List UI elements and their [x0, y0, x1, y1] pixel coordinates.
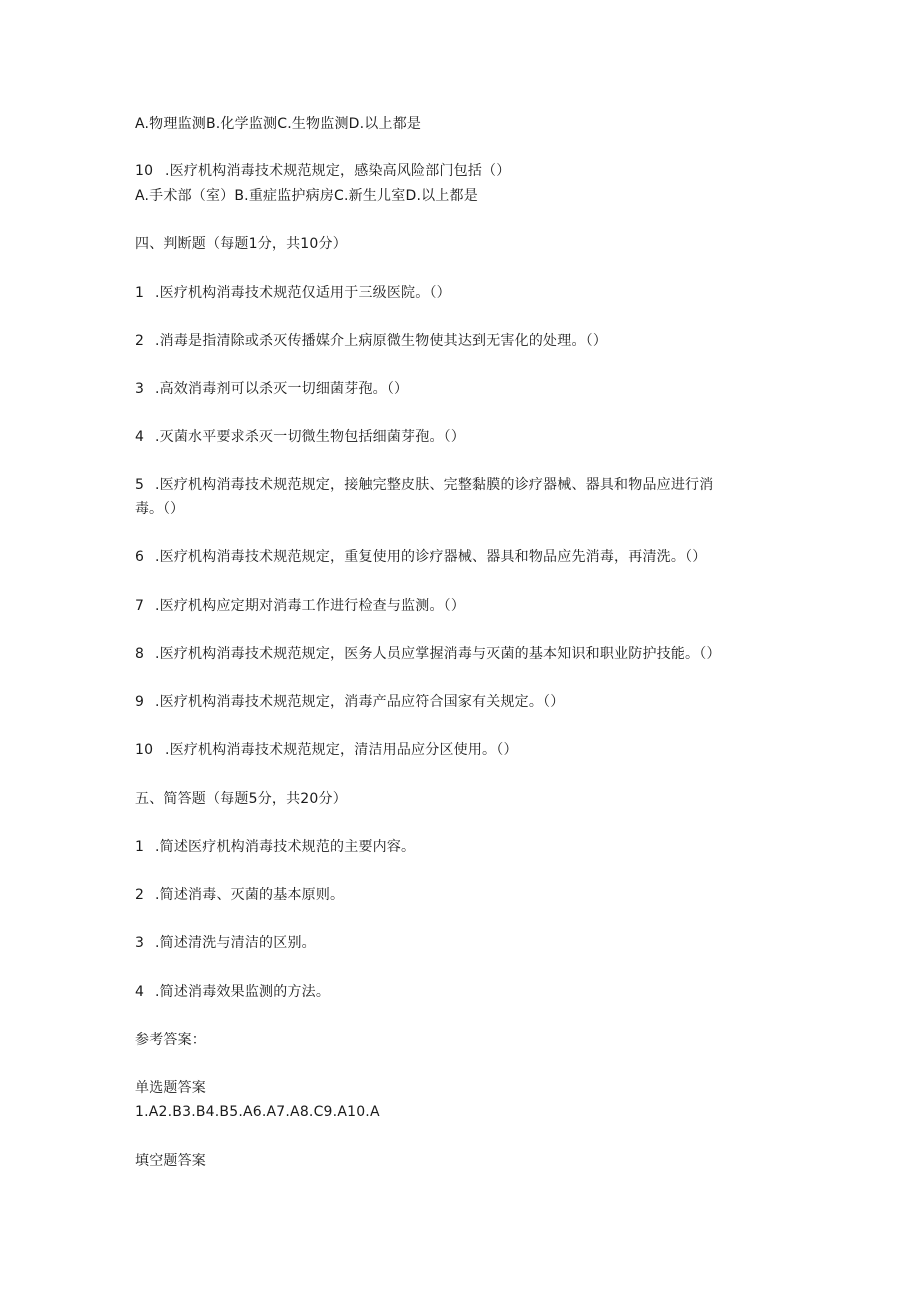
sa-item-number: 3	[135, 935, 145, 951]
tf-item-6	[135, 547, 706, 567]
single-choice-answers-heading: 单选题答案	[135, 1080, 206, 1096]
tf-item-text: .医疗机构消毒技术规范规定，重复使用的诊疗器械、器具和物品应先消毒，再清洗。（）	[155, 549, 707, 565]
tf-item-1	[135, 283, 451, 303]
tf-item-10	[135, 740, 518, 760]
section4-heading: 四、判断题（每题1分，共10分）	[135, 236, 347, 252]
tf-item-number: 8	[135, 646, 145, 662]
sa-item-3	[135, 933, 316, 953]
sa-item-text: .简述消毒效果监测的方法。	[155, 984, 331, 1000]
sa-item-text: .简述消毒、灭菌的基本原则。	[155, 887, 345, 903]
q9-options: A.物理监测B.化学监测C.生物监测D.以上都是	[135, 116, 422, 132]
q10-options: A.手术部（室）B.重症监护病房C.新生儿室D.以上都是	[135, 188, 478, 204]
tf-item-number: 2	[135, 333, 145, 349]
tf-item-number: 6	[135, 549, 145, 565]
tf-item-9	[135, 692, 564, 712]
tf-item-3	[135, 379, 408, 399]
sa-item-text: .简述清洗与清洁的区别。	[155, 935, 316, 951]
q10-number: 10	[135, 163, 154, 179]
tf-item-text: .医疗机构消毒技术规范规定，医务人员应掌握消毒与灭菌的基本知识和职业防护技能。（）	[155, 646, 721, 662]
tf-item-text: .医疗机构应定期对消毒工作进行检查与监测。（）	[155, 598, 466, 614]
single-choice-answers: 1.A2.B3.B4.B5.A6.A7.A8.C9.A10.A	[135, 1104, 380, 1120]
tf-item-5-continuation: 毒。（）	[135, 501, 184, 517]
sa-item-number: 4	[135, 984, 145, 1000]
q10-text: .医疗机构消毒技术规范规定，感染高风险部门包括（）	[165, 163, 511, 179]
tf-item-number: 3	[135, 381, 145, 397]
tf-item-text: .灭菌水平要求杀灭一切微生物包括细菌芽孢。（）	[155, 429, 466, 445]
sa-item-number: 2	[135, 887, 145, 903]
sa-item-number: 1	[135, 839, 145, 855]
tf-item-text: .消毒是指清除或杀灭传播媒介上病原微生物使其达到无害化的处理。（）	[155, 333, 608, 349]
tf-item-text: .医疗机构消毒技术规范规定，清洁用品应分区使用。（）	[165, 742, 518, 758]
tf-item-8	[135, 644, 721, 664]
sa-item-4	[135, 982, 330, 1002]
tf-item-7	[135, 596, 465, 616]
sa-item-1	[135, 837, 415, 857]
answers-heading: 参考答案：	[135, 1032, 206, 1048]
tf-item-number: 5	[135, 477, 145, 493]
fill-blank-answers-heading: 填空题答案	[135, 1153, 206, 1169]
tf-item-2	[135, 331, 607, 351]
tf-item-number: 9	[135, 694, 145, 710]
q10-question	[135, 161, 510, 181]
tf-item-text: .高效消毒剂可以杀灭一切细菌芽孢。（）	[155, 381, 409, 397]
sa-item-2	[135, 885, 344, 905]
tf-item-number: 4	[135, 429, 145, 445]
tf-item-4	[135, 427, 465, 447]
tf-item-5	[135, 475, 713, 495]
tf-item-number: 7	[135, 598, 145, 614]
tf-item-text: .医疗机构消毒技术规范仅适用于三级医院。（）	[155, 285, 451, 301]
sa-item-text: .简述医疗机构消毒技术规范的主要内容。	[155, 839, 416, 855]
tf-item-text: .医疗机构消毒技术规范规定，消毒产品应符合国家有关规定。（）	[155, 694, 565, 710]
section5-heading: 五、简答题（每题5分，共20分）	[135, 791, 347, 807]
tf-item-number: 10	[135, 742, 154, 758]
tf-item-text: .医疗机构消毒技术规范规定，接触完整皮肤、完整黏膜的诊疗器械、器具和物品应进行消	[155, 477, 714, 493]
tf-item-number: 1	[135, 285, 145, 301]
